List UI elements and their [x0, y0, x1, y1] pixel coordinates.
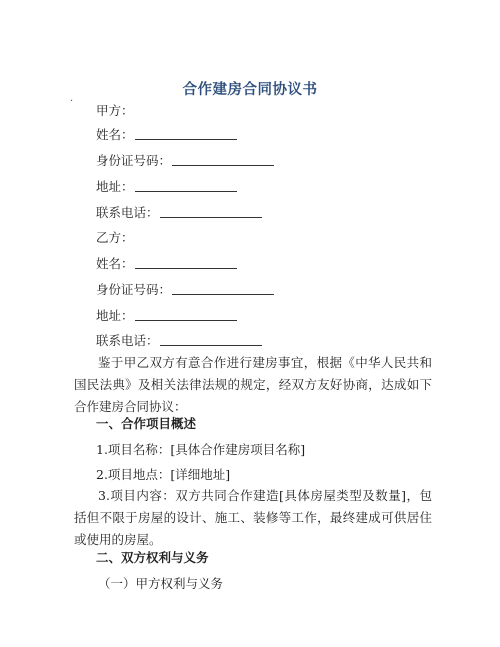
party-a-address-blank — [135, 191, 237, 192]
party-b-name-blank — [135, 268, 237, 269]
preamble-paragraph: 鉴于甲乙双方有意合作进行建房事宜，根据《中华人民共和国民法典》及相关法律法规的规定，经双方友好协商，达成如下合作建房合同协议： — [74, 355, 432, 414]
party-b-id-label: 身份证号码： — [96, 282, 172, 297]
party-b-id-field — [96, 280, 274, 298]
party-b-address-label: 地址： — [96, 308, 134, 323]
party-a-id-field — [96, 151, 274, 169]
party-b-phone-field — [96, 331, 262, 349]
section-2-heading: 二、双方权利与义务 — [96, 550, 209, 565]
party-a-name-blank — [135, 139, 237, 140]
project-name-item: 1.项目名称：[具体合作建房项目名称] — [96, 442, 306, 457]
party-b-name-field — [96, 254, 237, 272]
party-a-phone-field — [96, 203, 262, 221]
party-b-address-blank — [135, 320, 237, 321]
party-a-name-label: 姓名： — [96, 127, 134, 142]
party-b-address-field — [96, 306, 237, 324]
party-a-address-label: 地址： — [96, 179, 134, 194]
party-a-phone-label: 联系电话： — [96, 205, 159, 220]
project-content-paragraph: 3.项目内容：双方共同合作建造[具体房屋类型及数量]，包括但不限于房屋的设计、施工、装修等工作，最终建成可供居住或使用的房屋。 — [74, 488, 432, 547]
party-a-rights-subheading: （一）甲方权利与义务 — [98, 576, 224, 591]
party-b-phone-blank — [160, 345, 262, 346]
party-a-phone-blank — [160, 217, 262, 218]
party-b-name-label: 姓名： — [96, 256, 134, 271]
project-location-item: 2.项目地点：[详细地址] — [96, 467, 231, 482]
party-a-address-field — [96, 177, 237, 195]
party-a-id-label: 身份证号码： — [96, 153, 172, 168]
party-b-phone-label: 联系电话： — [96, 333, 159, 348]
party-b-id-blank — [172, 294, 274, 295]
party-a-id-blank — [172, 165, 274, 166]
party-b-label: 乙方： — [96, 230, 134, 245]
bullet-dot: · — [70, 96, 74, 107]
document-title: 合作建房合同协议书 — [182, 82, 318, 98]
section-1-heading: 一、合作项目概述 — [96, 416, 197, 431]
party-a-name-field — [96, 125, 237, 143]
party-a-label: 甲方： — [96, 103, 134, 118]
